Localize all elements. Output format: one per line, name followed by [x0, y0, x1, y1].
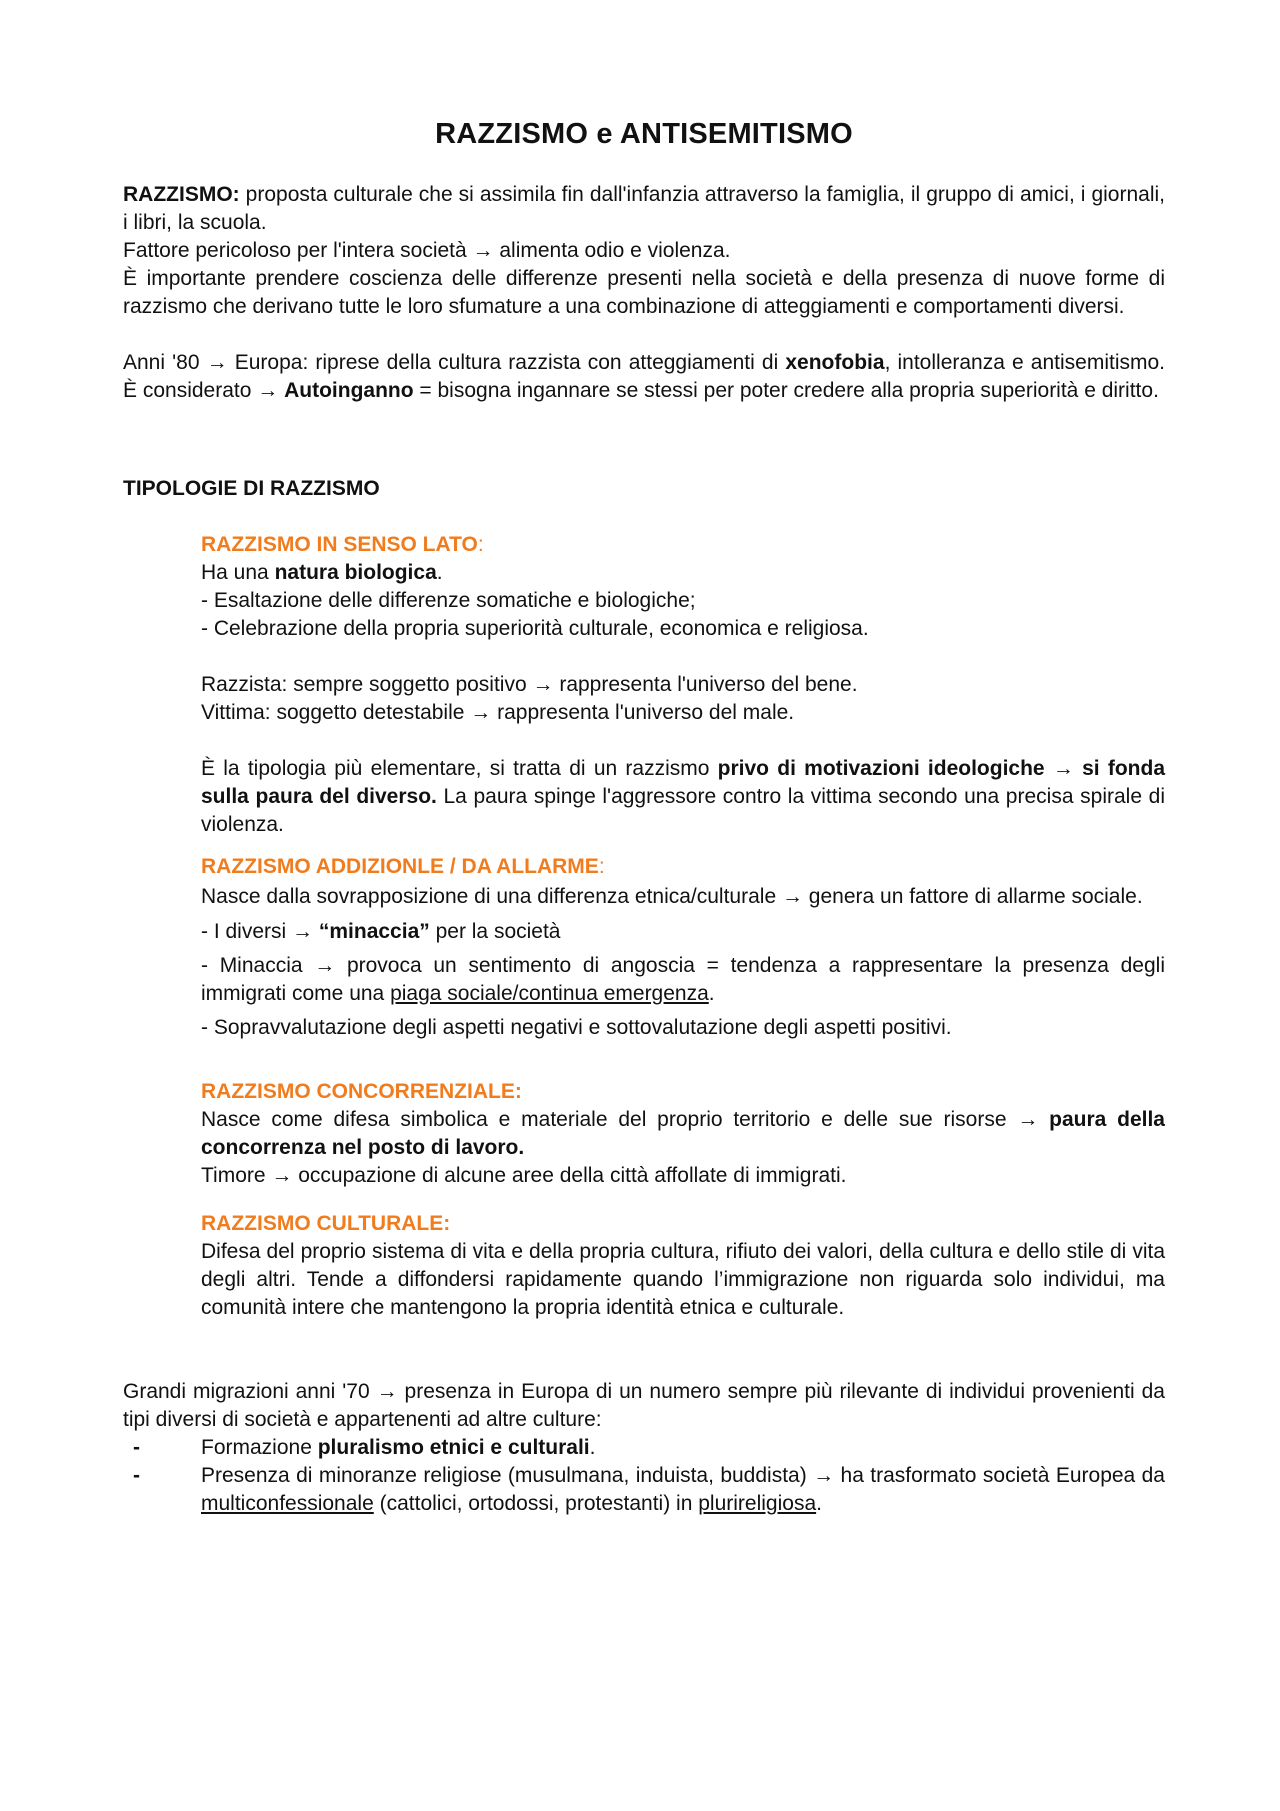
culturale-paragraph: Difesa del proprio sistema di vita e della propria cultura, rifiuto dei valori, della cultura e dello stile di vita degli altri. Tende a diffondersi rapidamente quando l’immigrazione non riguarda solo individui, ma comunità intere che mantengono la propria identità etnica e culturale. [201, 1240, 1165, 1319]
natura-line: Ha una natura biologica. [201, 561, 443, 584]
anni80-paragraph: Anni '80 → Europa: riprese della cultura razzista con atteggiamenti di xenofobia, intolleranza e antisemitismo. È considerato → Autoinganno = bisogna ingannare se stessi per poter credere alla propria superiorità e diritto. [123, 351, 1166, 402]
intro-paragraph-1: RAZZISMO: proposta culturale che si assimila fin dall'infanzia attraverso la famiglia, il gruppo di amici, i giornali, i libri, la scuola. [123, 183, 1165, 234]
bullet-mark: - [133, 1464, 140, 1487]
sopravvalutazione-line: - Sopravvalutazione degli aspetti negativi e sottovalutazione degli aspetti positivi. [201, 1016, 952, 1039]
migrazioni-paragraph: Grandi migrazioni anni '70 → presenza in Europa di un numero sempre più rilevante di individui provenienti da tipi diversi di società e appartenenti ad altre culture: [123, 1380, 1165, 1431]
section-heading-addizionale: RAZZISMO ADDIZIONLE / DA ALLARME: [201, 855, 605, 878]
intro-label: RAZZISMO: [123, 183, 240, 206]
addizionale-paragraph: Nasce dalla sovrapposizione di una differenza etnica/culturale → genera un fattore di allarme sociale. [201, 885, 1143, 908]
document-page [123, 118, 1165, 1518]
tipologie-heading: TIPOLOGIE DI RAZZISMO [123, 477, 380, 500]
intro-paragraph-3: È importante prendere coscienza delle differenze presenti nella società e della presenza di nuove forme di razzismo che derivano tutte le loro sfumature a una combinazione di atteggiamenti e comportamenti diversi. [123, 267, 1165, 318]
section-concorrenziale [201, 1078, 1165, 1190]
bullet-mark: - [133, 1436, 140, 1459]
concorrenziale-paragraph: Nasce come difesa simbolica e materiale del proprio territorio e delle sue risorse → paura della concorrenza nel posto di lavoro. [201, 1108, 1165, 1159]
document-title: RAZZISMO e ANTISEMITISMO [435, 118, 853, 150]
section-addizionale [201, 853, 1165, 1042]
section-heading-lato: RAZZISMO IN SENSO LATO: [201, 533, 484, 556]
section-heading-culturale: RAZZISMO CULTURALE: [201, 1212, 451, 1235]
intro-paragraph-2: Fattore pericoloso per l'intera società → alimenta odio e violenza. [123, 239, 731, 262]
list-item: - Celebrazione della propria superiorità culturale, economica e religiosa. [201, 617, 869, 640]
vittima-line: Vittima: soggetto detestabile → rappresenta l'universo del male. [201, 701, 795, 724]
minaccia-paragraph: - Minaccia → provoca un sentimento di angoscia = tendenza a rappresentare la presenza degli immigrati come una piaga sociale/continua emergenza. [201, 954, 1165, 1005]
list-item: - Esaltazione delle differenze somatiche e biologiche; [201, 589, 696, 612]
list-item: - Formazione pluralismo etnici e culturali. [123, 1434, 1165, 1462]
diversi-line: - I diversi → “minaccia” per la società [201, 920, 561, 943]
list-item: - Presenza di minoranze religiose (musulmana, induista, buddista) → ha trasformato società Europea da multiconfessionale (cattolici, ortodossi, protestanti) in plurireligiosa. [123, 1462, 1165, 1518]
section-heading-concorrenziale: RAZZISMO CONCORRENZIALE: [201, 1080, 522, 1103]
section-senso-lato [201, 531, 1165, 839]
section-culturale [201, 1210, 1165, 1322]
timore-line: Timore → occupazione di alcune aree della città affollate di immigrati. [201, 1164, 847, 1187]
razzista-line: Razzista: sempre soggetto positivo → rappresenta l'universo del bene. [201, 673, 858, 696]
elementare-paragraph: È la tipologia più elementare, si tratta di un razzismo privo di motivazioni ideologiche → si fonda sulla paura del diverso. La paura spinge l'aggressore contro la vittima secondo una precisa spirale di violenza. [201, 757, 1166, 836]
